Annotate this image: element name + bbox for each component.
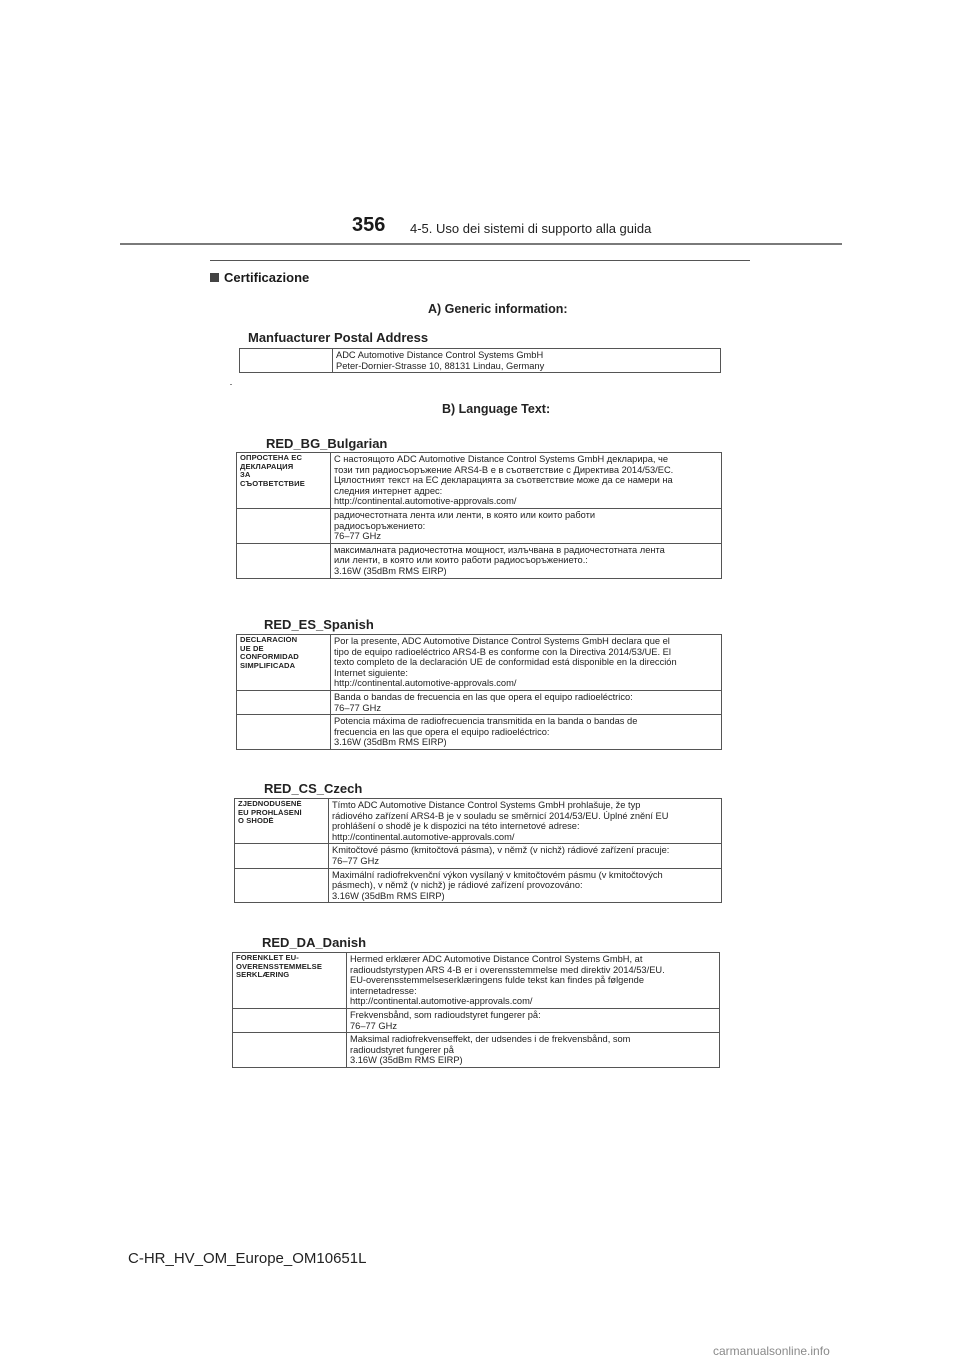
frequency-band-cell — [331, 508, 722, 543]
text-line: Цялостният текст на ЕС декларацията за съответствие може да се намери на — [334, 475, 673, 486]
label-line: ОПРОСТЕНА ЕС — [240, 454, 303, 462]
max-power-cell — [329, 868, 722, 903]
table-row — [237, 690, 722, 714]
table-row — [237, 508, 722, 543]
empty-label-cell — [233, 1008, 347, 1032]
text-line: 3.16W (35dBm RMS EIRP) — [332, 890, 445, 901]
language-heading-czech: RED_CS_Czech — [264, 781, 363, 796]
language-heading-bulgarian: RED_BG_Bulgarian — [266, 436, 388, 451]
empty-label-cell — [233, 1033, 347, 1068]
address-label-cell — [240, 349, 333, 373]
label-line: ZJEDNODUŠENÉ — [238, 800, 302, 808]
document-footer: C-HR_HV_OM_Europe_OM10651L — [128, 1250, 367, 1267]
text-line: Hermed erklærer ADC Automotive Distance Control Systems GmbH, at — [350, 954, 643, 964]
text-line: EU-overensstemmelseserklæringens fulde tekst kan findes på følgende — [350, 975, 645, 986]
table-row — [240, 349, 721, 373]
declaration-text-cell — [331, 453, 722, 509]
manufacturer-address-table — [239, 348, 721, 373]
declaration-label-cell — [235, 799, 329, 844]
text-line: 76–77 GHz — [334, 702, 382, 713]
label-line: ЗА — [240, 471, 251, 480]
declaration-text-cell — [347, 953, 720, 1009]
text-line: Maximální radiofrekvenční výkon vysílaný v kmitočtovém pásmu (v kmitočtových — [332, 869, 663, 880]
text-line: Maksimal radiofrekvenseffekt, der udsendes i de frekvensbånd, som — [350, 1034, 631, 1045]
text-line: 3.16W (35dBm RMS EIRP) — [350, 1055, 463, 1066]
declaration-table-czech — [234, 798, 722, 903]
text-line: 76–77 GHz — [332, 855, 380, 866]
text-line: С настоящото ADC Automotive Distance Control Systems GmbH декларира, че — [334, 454, 669, 464]
label-line: ДЕКЛАРАЦИЯ — [240, 462, 294, 471]
manufacturer-address-label: Manfuacturer Postal Address — [248, 330, 429, 345]
table-row — [233, 1008, 720, 1032]
max-power-cell — [331, 543, 722, 578]
text-line: pásmech), v němž (v nichž) je rádiové zařízení provozováno: — [332, 880, 583, 891]
text-line: Banda o bandas de frecuencia en las que opera el equipo radioeléctrico: — [334, 691, 633, 702]
text-line: texto completo de la declaración UE de conformidad está disponible en la dirección — [334, 657, 677, 668]
empty-label-cell — [235, 868, 329, 903]
page-number: 356 — [352, 214, 386, 236]
text-line: този тип радиосъоръжение ARS4-B е в съответствие с Директива 2014/53/ЕС. — [334, 464, 674, 475]
text-line: следния интернет адрес: — [334, 485, 443, 496]
text-line: tipo de equipo radioeléctrico ARS4-B es conforme con la Directiva 2014/53/UE. El — [334, 646, 671, 657]
content-divider — [210, 260, 750, 261]
frequency-band-cell — [331, 690, 722, 714]
text-line: http://continental.automotive-approvals.com/ — [350, 996, 533, 1007]
label-line: OVERENSSTEMMELSE — [236, 962, 322, 971]
label-line: EU PROHLÁŠENÍ — [238, 808, 302, 817]
declaration-table-danish — [232, 952, 720, 1068]
table-row — [235, 868, 722, 903]
declaration-text-cell — [331, 635, 722, 691]
watermark: carmanualsonline.info — [713, 1344, 830, 1358]
text-line: 3.16W (35dBm RMS EIRP) — [334, 565, 447, 576]
text-line: Frekvensbånd, som radioudstyret fungerer på: — [350, 1009, 541, 1020]
text-line: frecuencia en las que opera el equipo radioeléctrico: — [334, 726, 550, 737]
label-line: CONFORMIDAD — [240, 653, 299, 662]
label-line: SIMPLIFICADA — [240, 661, 296, 670]
address-cell — [333, 349, 721, 373]
table-row — [237, 453, 722, 509]
table-row — [237, 635, 722, 691]
generic-info-title: A) Generic information: — [428, 302, 568, 316]
text-line: 3.16W (35dBm RMS EIRP) — [334, 737, 447, 748]
text-line: http://continental.automotive-approvals.com/ — [334, 678, 517, 689]
frequency-band-cell — [347, 1008, 720, 1032]
text-line: radioudstyret fungerer på — [350, 1044, 454, 1055]
declaration-label-cell — [237, 453, 331, 509]
table-row — [237, 543, 722, 578]
declaration-table-bulgarian — [236, 452, 722, 579]
text-line: 76–77 GHz — [334, 531, 382, 542]
label-line: DECLARACIÓN — [240, 636, 298, 644]
text-line: Internet siguiente: — [334, 667, 408, 678]
table-row — [233, 953, 720, 1009]
label-line: UE DE — [240, 644, 264, 653]
text-line: или ленти, в която или които работи радиосъоръжението.: — [334, 555, 588, 566]
square-bullet-icon — [210, 273, 219, 282]
empty-label-cell — [237, 543, 331, 578]
table-row — [233, 1033, 720, 1068]
text-line: максималната радиочестотна мощност, излъчвана в радиочестотната лента — [334, 544, 665, 555]
scan-speck — [230, 384, 232, 385]
label-line: SERKLÆRING — [236, 971, 290, 980]
label-line: O SHODĚ — [238, 817, 274, 826]
empty-label-cell — [237, 715, 331, 750]
language-text-title: B) Language Text: — [442, 402, 551, 416]
table-row — [237, 715, 722, 750]
table-row — [235, 799, 722, 844]
declaration-label-cell — [237, 635, 331, 691]
declaration-text-cell — [329, 799, 722, 844]
section-title: 4-5. Uso dei sistemi di supporto alla guida — [410, 221, 652, 236]
label-line: FORENKLET EU- — [236, 954, 299, 962]
declaration-table-spanish — [236, 634, 722, 750]
text-line: радиочестотната лента или ленти, в която или които работи — [334, 509, 596, 520]
text-line: радиосъоръжението: — [334, 520, 426, 531]
language-heading-spanish: RED_ES_Spanish — [264, 617, 374, 632]
text-line: http://continental.automotive-approvals.com/ — [334, 496, 517, 507]
text-line: Potencia máxima de radiofrecuencia transmitida en la banda o bandas de — [334, 716, 638, 727]
text-line: rádiového zařízení ARS4-B je v souladu se směrnicí 2014/53/EU. Úplné znění EU — [332, 810, 669, 821]
max-power-cell — [331, 715, 722, 750]
text-line: Tímto ADC Automotive Distance Control Systems GmbH prohlašuje, že typ — [332, 800, 641, 810]
text-line: Por la presente, ADC Automotive Distance Control Systems GmbH declara que el — [334, 636, 670, 646]
header-divider — [120, 243, 842, 245]
text-line: internetadresse: — [350, 985, 417, 996]
empty-label-cell — [237, 690, 331, 714]
language-heading-danish: RED_DA_Danish — [262, 935, 367, 950]
text-line: prohlášení o shodě je k dispozici na této internetové adrese: — [332, 821, 580, 832]
text-line: 76–77 GHz — [350, 1020, 398, 1031]
text-line: http://continental.automotive-approvals.com/ — [332, 831, 515, 842]
empty-label-cell — [237, 508, 331, 543]
frequency-band-cell — [329, 844, 722, 868]
text-line: Kmitočtové pásmo (kmitočtová pásma), v němž (v nichž) rádiové zařízení pracuje: — [332, 845, 670, 856]
empty-label-cell — [235, 844, 329, 868]
certification-heading — [210, 270, 309, 285]
max-power-cell — [347, 1033, 720, 1068]
text-line: radioudstyrstypen ARS 4-B er i overensstemmelse med direktiv 2014/53/EU. — [350, 964, 665, 975]
label-line: СЪОТВЕТСТВИЕ — [240, 479, 305, 488]
table-row — [235, 844, 722, 868]
heading-text: Certificazione — [224, 270, 310, 285]
address-line: Peter-Dornier-Strasse 10, 88131 Lindau, Germany — [336, 360, 545, 371]
declaration-label-cell — [233, 953, 347, 1009]
address-line: ADC Automotive Distance Control Systems GmbH — [336, 350, 544, 360]
